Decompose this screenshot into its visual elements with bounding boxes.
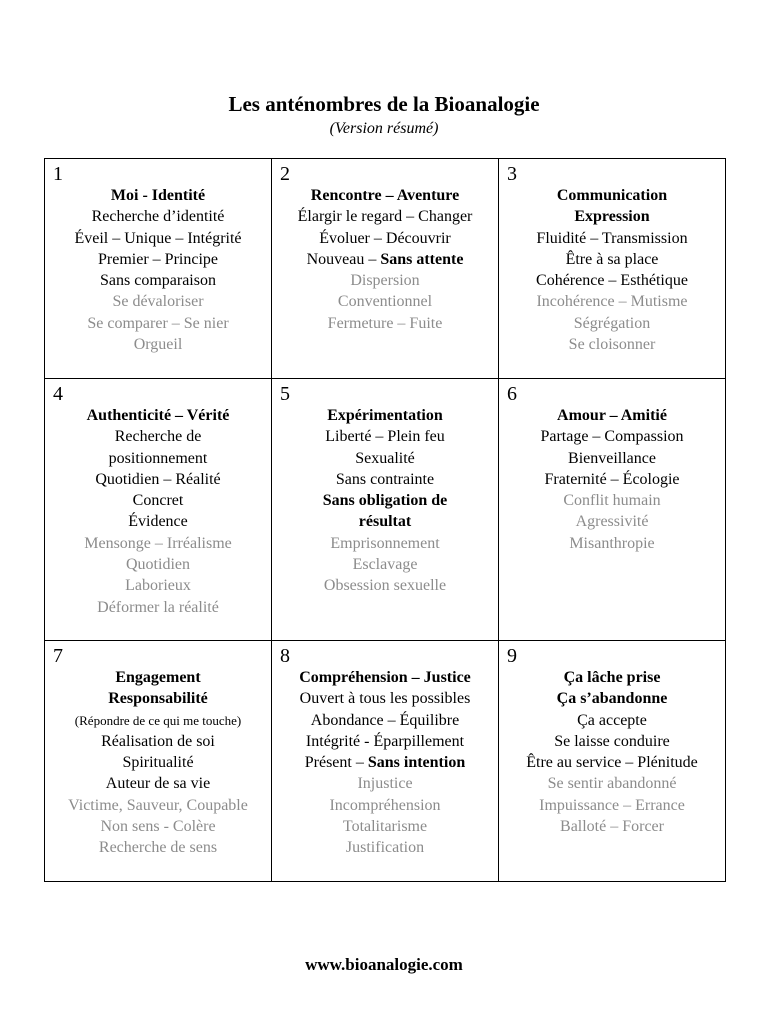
cell-line: Sexualité: [355, 449, 415, 467]
cell-line: Réalisation de soi: [101, 732, 215, 750]
cell-line: Éveil – Unique – Intégrité: [74, 229, 242, 247]
cell-line: positionnement: [108, 449, 208, 467]
cell-line: Partage – Compassion: [540, 428, 684, 446]
cell-line: Moi - Identité: [110, 187, 206, 204]
cell-line: Recherche d’identité: [91, 208, 225, 226]
cell-line: Intégrité - Éparpillement: [305, 732, 465, 750]
cell-line: Emprisonnement: [330, 534, 440, 552]
cell-line: Non sens - Colère: [100, 818, 216, 836]
cell-line: Déformer la réalité: [97, 598, 219, 616]
cell-8: [272, 641, 499, 882]
cell-line: Agressivité: [575, 513, 649, 531]
page-subtitle: (Version résumé): [329, 120, 439, 137]
cell-line: Fraternité – Écologie: [544, 470, 680, 488]
page-title: Les anténombres de la Bioanalogie: [228, 92, 540, 116]
cell-number: 3: [507, 163, 517, 185]
cell-line: Recherche de: [114, 428, 202, 446]
cell-line: résultat: [358, 513, 412, 531]
cell-line: Esclavage: [352, 556, 418, 574]
cell-line: Victime, Sauveur, Coupable: [68, 796, 248, 814]
cell-line: Dispersion: [350, 272, 420, 290]
cell-line: Misanthropie: [569, 534, 655, 552]
cell-line: Expression: [574, 208, 650, 226]
cell-line: Responsabilité: [108, 690, 208, 708]
cell-line: Communication: [556, 187, 668, 204]
cell-line: Être à sa place: [565, 250, 659, 268]
cell-line: Se laisse conduire: [554, 732, 670, 750]
cell-number: 2: [280, 163, 290, 185]
cell-line: Être au service – Plénitude: [526, 754, 698, 772]
cell-line: Laborieux: [125, 577, 191, 595]
cell-3: [499, 159, 726, 379]
cell-line: Incohérence – Mutisme: [536, 293, 688, 311]
cell-line: Rencontre – Aventure: [310, 187, 460, 204]
cell-line: Sans comparaison: [100, 272, 216, 290]
cell-line: Ça accepte: [577, 711, 647, 729]
cell-line: Concret: [132, 492, 184, 510]
cell-line: Expérimentation: [327, 407, 443, 424]
cell-line: Orgueil: [133, 336, 183, 354]
cell-line: [272, 249, 498, 270]
grid-row: [45, 379, 726, 641]
cell-line: Se comparer – Se nier: [87, 314, 229, 332]
cell-line: Liberté – Plein feu: [325, 428, 445, 446]
cell-line: Fluidité – Transmission: [536, 229, 688, 247]
cell-line: (Répondre de ce qui me touche): [74, 712, 242, 728]
cell-7: [45, 641, 272, 882]
cell-9: [499, 641, 726, 882]
cell-number: 1: [53, 163, 63, 185]
cell-line: Se dévaloriser: [112, 293, 204, 311]
cell-number: 6: [507, 383, 517, 405]
cell-line: Ça lâche prise: [563, 669, 661, 686]
cell-line: Fermeture – Fuite: [327, 314, 443, 332]
cell-line: Totalitarisme: [342, 818, 428, 836]
cell-line: Injustice: [357, 775, 413, 793]
cell-5: [272, 379, 499, 641]
cell-line-part: Sans intention: [367, 754, 466, 772]
cell-line: Ouvert à tous les possibles: [299, 690, 471, 708]
cell-line: Se cloisonner: [568, 336, 656, 354]
cell-4: [45, 379, 272, 641]
cell-line: Évidence: [128, 513, 188, 531]
cell-6: [499, 379, 726, 641]
cell-number: 4: [53, 383, 63, 405]
grid-row: [45, 641, 726, 882]
antenombres-grid: [44, 158, 726, 882]
cell-line: Ça s’abandonne: [556, 690, 668, 708]
cell-line: Spiritualité: [122, 754, 194, 772]
cell-line: Incompréhension: [329, 796, 441, 814]
cell-line: Mensonge – Irréalisme: [84, 534, 232, 552]
cell-line: Conflit humain: [563, 492, 661, 510]
cell-line: Quotidien – Réalité: [95, 470, 221, 488]
cell-line: [272, 752, 498, 773]
cell-line: Sans contrainte: [335, 470, 435, 488]
cell-line: Justification: [345, 839, 425, 857]
cell-number: 8: [280, 645, 290, 667]
cell-line: Impuissance – Errance: [539, 796, 685, 814]
cell-number: 7: [53, 645, 63, 667]
cell-line-part: Nouveau –: [306, 250, 381, 268]
website-url: www.bioanalogie.com: [305, 955, 463, 974]
grid-row: [45, 159, 726, 379]
cell-line: Ségrégation: [573, 314, 651, 332]
cell-line-part: Sans attente: [380, 250, 464, 268]
cell-line: Élargir le regard – Changer: [297, 208, 473, 226]
cell-line: Engagement: [115, 669, 201, 686]
cell-line: Abondance – Équilibre: [310, 711, 460, 729]
cell-number: 9: [507, 645, 517, 667]
cell-line: Amour – Amitié: [557, 407, 667, 424]
cell-line: Sans obligation de: [322, 492, 448, 510]
cell-line: Bienveillance: [568, 449, 656, 467]
cell-line: Premier – Principe: [98, 250, 218, 268]
cell-number: 5: [280, 383, 290, 405]
cell-1: [45, 159, 272, 379]
cell-line: Compréhension – Justice: [299, 669, 471, 686]
cell-line: Authenticité – Vérité: [86, 407, 230, 424]
cell-line: Balloté – Forcer: [560, 818, 664, 836]
cell-line: Se sentir abandonné: [547, 775, 677, 793]
cell-line: Évoluer – Découvrir: [319, 229, 451, 247]
cell-line: Recherche de sens: [98, 839, 218, 857]
cell-line: Obsession sexuelle: [323, 577, 447, 595]
cell-line: Cohérence – Esthétique: [536, 272, 688, 290]
cell-line: Conventionnel: [337, 293, 433, 311]
cell-line: Auteur de sa vie: [105, 775, 211, 793]
cell-2: [272, 159, 499, 379]
cell-line-part: Présent –: [304, 754, 368, 772]
cell-line: Quotidien: [126, 556, 190, 574]
